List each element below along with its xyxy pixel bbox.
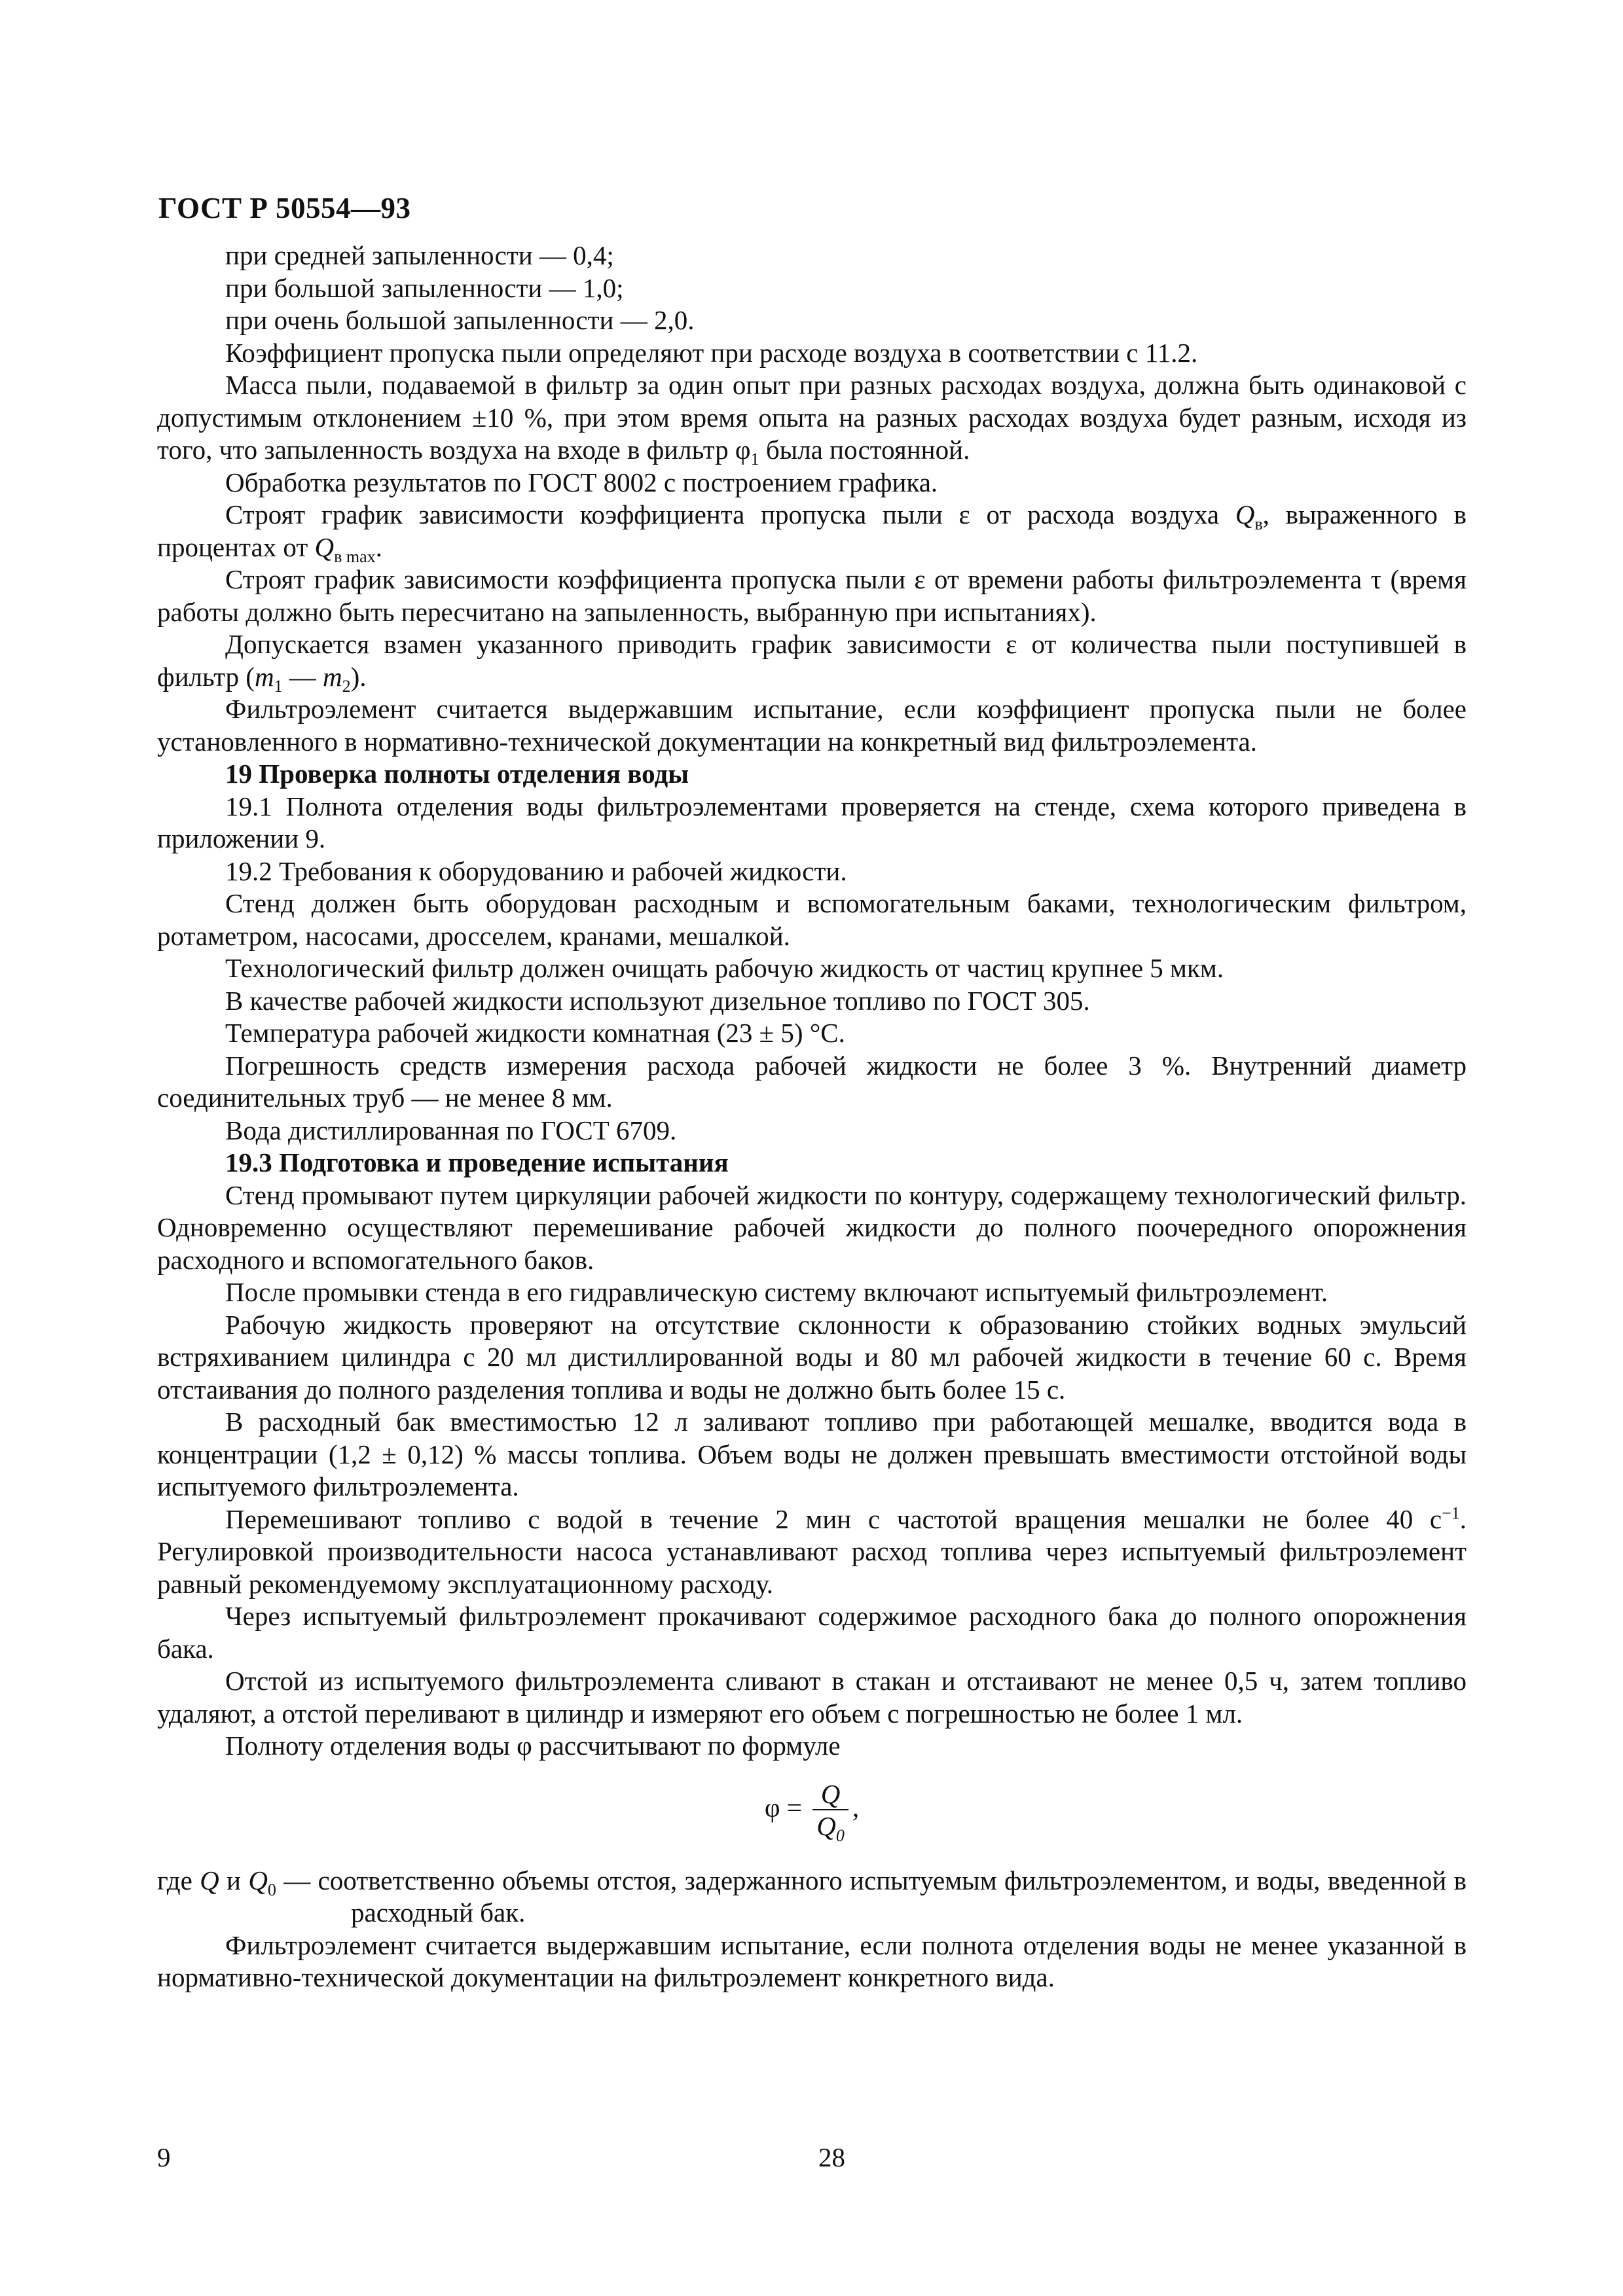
- subscript: 0: [267, 1880, 276, 1899]
- paragraph: [157, 499, 1467, 564]
- paragraph: Строят график зависимости коэффициента пропуска пыли ε от времени работы фильтроэлемента τ (время работы должно быть пересчитано на запыленность, выбранную при испытаниях).: [157, 564, 1467, 627]
- subscript: 2: [342, 676, 351, 696]
- subscript: в max: [334, 547, 376, 566]
- page-number: 28: [818, 2142, 845, 2172]
- paragraph: Вода дистиллированная по ГОСТ 6709.: [225, 1115, 677, 1145]
- paragraph-text: . Регулировкой производительности насоса устанавливают расход топлива через испытуемый фильтроэлемент равный рекомендуемому эксплуатационному расходу.: [157, 1503, 1467, 1599]
- paragraph: Технологический фильтр должен очищать рабочую жидкость от частиц крупнее 5 мкм.: [225, 953, 1224, 983]
- superscript: −1: [1442, 1503, 1460, 1522]
- paragraph-text: —: [282, 661, 323, 692]
- text-line: при средней запыленности — 0,4;: [225, 240, 614, 270]
- symbol: Q: [314, 531, 335, 562]
- paragraph: 19.2 Требования к оборудованию и рабочей жидкости.: [225, 855, 847, 886]
- symbol: Q: [200, 1865, 219, 1895]
- paragraph: Отстой из испытуемого фильтроэлемента сливают в стакан и отстаивают не менее 0,5 ч, затем топливо удаляют, а отстой переливают в цилиндр и измеряют его объем с погрешностью не более 1 мл.: [157, 1666, 1467, 1729]
- paragraph: В качестве рабочей жидкости используют дизельное топливо по ГОСТ 305.: [225, 985, 1090, 1016]
- formula-denominator: [812, 1810, 848, 1845]
- footer-number-left: 9: [157, 2142, 171, 2172]
- symbol: Q: [1235, 499, 1255, 529]
- formula-den-symbol: Q: [816, 1810, 836, 1841]
- paragraph: Температура рабочей жидкости комнатная (23 ± 5) °С.: [225, 1018, 845, 1048]
- paragraph-text: Перемешивают топливо с водой в течение 2 мин с частотой вращения мешалки не более 40 с: [225, 1503, 1442, 1534]
- subscript: в: [1254, 514, 1263, 534]
- formula-tail: ,: [852, 1791, 860, 1822]
- section-heading: 19.3 Подготовка и проведение испытания: [225, 1147, 729, 1177]
- paragraph: [157, 628, 1467, 696]
- formula-lhs: φ =: [764, 1791, 802, 1822]
- subscript: 1: [274, 676, 283, 696]
- symbol: m: [254, 661, 274, 692]
- paragraph: После промывки стенда в его гидравлическую систему включают испытуемый фильтроэлемент.: [225, 1277, 1328, 1307]
- symbol: m: [323, 661, 342, 692]
- paragraph: [157, 1503, 1467, 1601]
- paragraph: [157, 369, 1467, 467]
- subscript: 1: [750, 450, 759, 469]
- paragraph-text: где: [157, 1865, 200, 1895]
- paragraph: Коэффициент пропуска пыли определяют при расходе воздуха в соответствии с 11.2.: [225, 337, 1198, 368]
- paragraph-text: — соответственно объемы отстоя, задержанного испытуемым фильтроэлементом, и воды, введенной в расходный бак.: [276, 1865, 1467, 1928]
- text-line: при очень большой запыленности — 2,0.: [225, 305, 695, 335]
- formula-numerator: Q: [812, 1781, 848, 1810]
- document-body: [157, 240, 1467, 1994]
- text-line: при большой запыленности — 1,0;: [225, 272, 624, 303]
- paragraph: Обработка результатов по ГОСТ 8002 с построением графика.: [225, 467, 938, 497]
- paragraph: Полноту отделения воды φ рассчитывают по формуле: [225, 1731, 841, 1761]
- paragraph: В расходный бак вместимостью 12 л заливают топливо при работающей мешалке, вводится вода в концентрации (1,2 ± 0,12) % массы топлива. Объем воды не должен превышать вместимости отстойной воды испытуемого фильтроэлемента.: [157, 1407, 1467, 1501]
- document-header: ГОСТ Р 50554—93: [158, 192, 411, 224]
- paragraph-text: была постоянной.: [759, 435, 970, 465]
- paragraph: Погрешность средств измерения расхода рабочей жидкости не более 3 %. Внутренний диаметр соединительных труб — не менее 8 мм.: [157, 1050, 1467, 1113]
- paragraph-text: и: [219, 1865, 249, 1895]
- section-heading: 19 Проверка полноты отделения воды: [225, 759, 689, 789]
- paragraph: Стенд должен быть оборудован расходным и вспомогательным баками, технологическим фильтром, ротаметром, насосами, дросселем, кранами, мешалкой.: [157, 888, 1467, 951]
- symbol: Q: [248, 1865, 268, 1895]
- paragraph: Фильтроэлемент считается выдержавшим испытание, если коэффициент пропуска пыли не более установленного в нормативно-технической документации на конкретный вид фильтроэлемента.: [157, 694, 1467, 757]
- paragraph: Фильтроэлемент считается выдержавшим испытание, если полнота отделения воды не менее указанной в нормативно-технической документации на фильтроэлемент конкретного вида.: [157, 1929, 1467, 1992]
- formula-fraction: [812, 1778, 848, 1845]
- paragraph-text: Строят график зависимости коэффициента пропуска пыли ε от расхода воздуха: [225, 499, 1235, 529]
- paragraph: 19.1 Полнота отделения воды фильтроэлементами проверяется на стенде, схема которого приведена в приложении 9.: [157, 791, 1467, 853]
- paragraph: Стенд промывают путем циркуляции рабочей жидкости по контуру, содержащему технологический фильтр. Одновременно осуществляют перемешивание рабочей жидкости до полного поочередного опорожнения расходного и вспомогательного баков.: [157, 1179, 1467, 1275]
- symbol: φ: [735, 435, 751, 465]
- paragraph: Рабочую жидкость проверяют на отсутствие склонности к образованию стойких водных эмульсий встряхиванием цилиндра с 20 мл дистиллированной воды и 80 мл рабочей жидкости в течение 60 с. Время отстаивания до полного разделения топлива и воды не должно быть более 15 с.: [157, 1309, 1467, 1405]
- paragraph-text: ).: [350, 661, 367, 692]
- paragraph-text: Масса пыли, подаваемой в фильтр за один опыт при разных расходах воздуха, должна быть одинаковой с допустимым отклонением ±10 %, при этом время опыта на разных расходах воздуха будет разным, исходя из того, что запыленность воздуха на входе в фильтр: [157, 370, 1467, 465]
- paragraph-text: .: [375, 531, 382, 562]
- paragraph-text: , выраженного в процентах от: [157, 499, 1467, 562]
- subscript: 0: [835, 1825, 845, 1845]
- formula: [157, 1778, 1467, 1845]
- formula-explanation: [157, 1865, 1467, 1929]
- paragraph-text: Допускается взамен указанного приводить график зависимости ε от количества пыли поступившей в фильтр (: [157, 629, 1467, 692]
- paragraph: Через испытуемый фильтроэлемент прокачивают содержимое расходного бака до полного опорожнения бака.: [157, 1601, 1467, 1664]
